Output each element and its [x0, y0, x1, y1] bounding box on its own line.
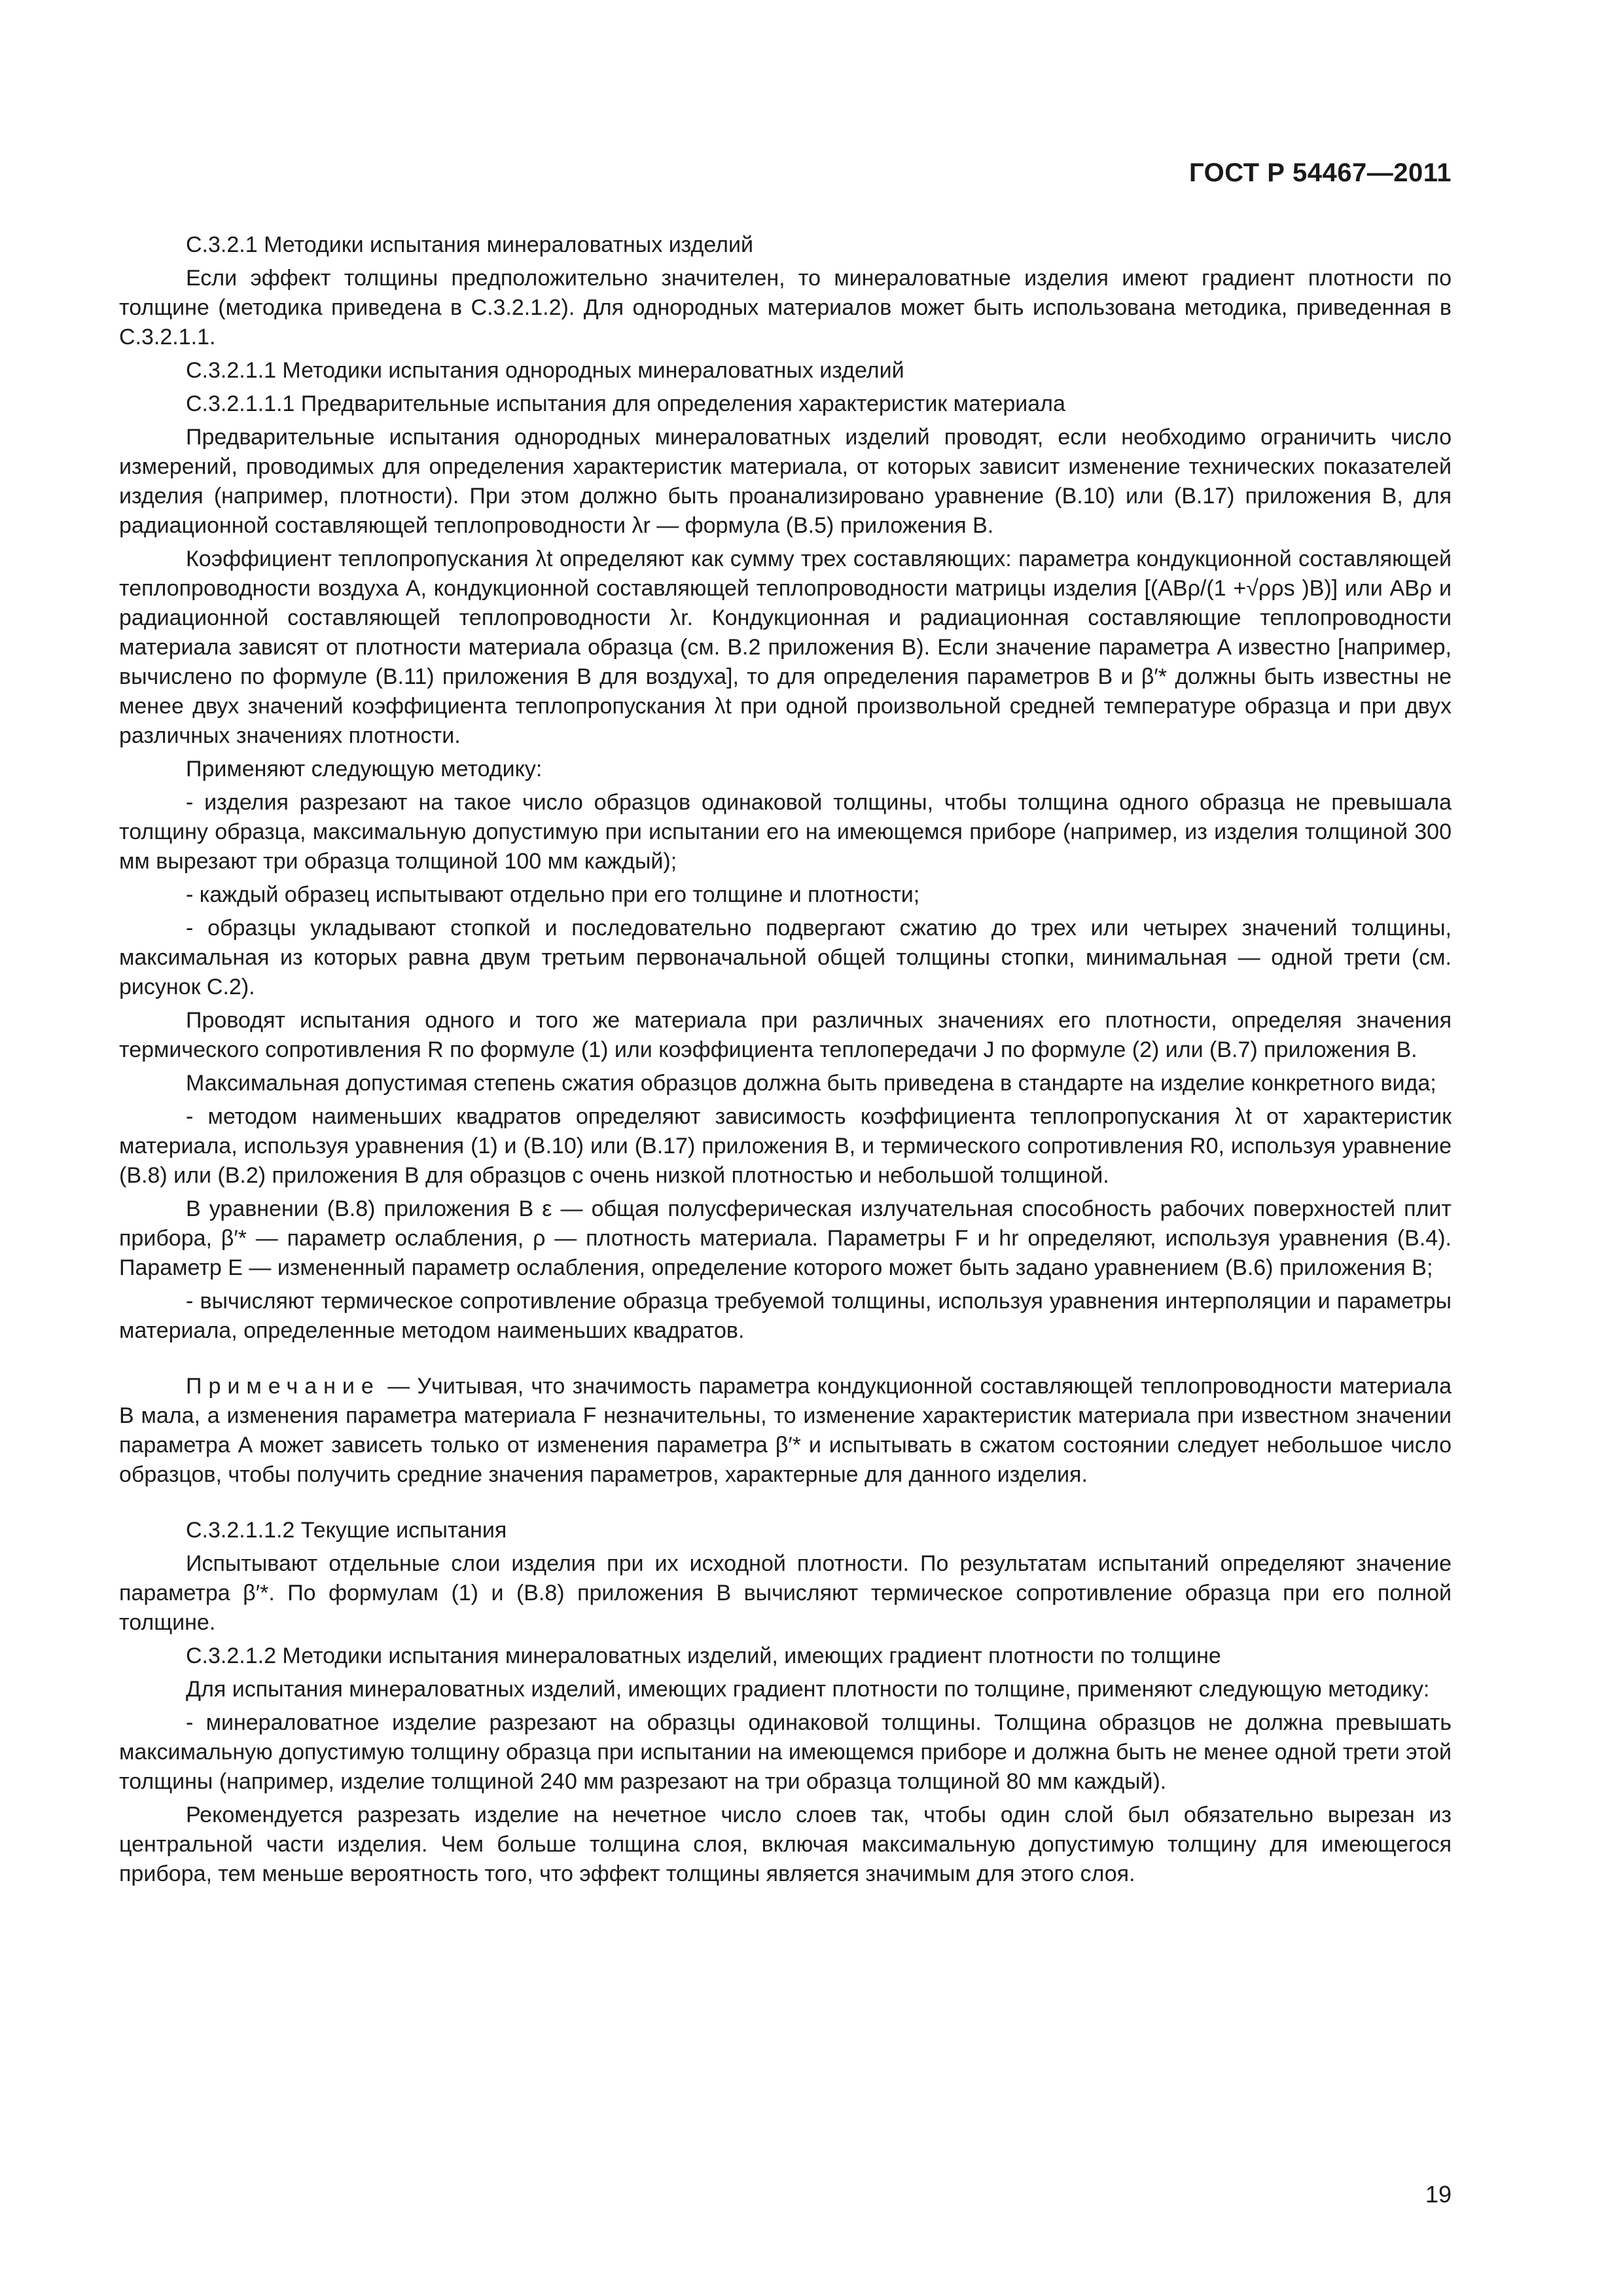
- document-body: [119, 230, 1452, 1893]
- paragraph: В уравнении (В.8) приложения В ε — общая полусферическая излучательная способность рабочих поверхностей плит прибора, β′* — параметр ослабления, ρ — плотность материала. Параметры F и hr определяют, используя уравнения (В.4). Параметр E — измененный параметр ослабления, определение которого может быть задано уравнением (В.6) приложения В;: [119, 1196, 1452, 1280]
- section-heading-c3-2-1: С.3.2.1 Методики испытания минераловатных изделий: [186, 232, 753, 257]
- section-heading-c3-2-1-1-1: С.3.2.1.1.1 Предварительные испытания для определения характеристик материала: [186, 391, 1065, 416]
- paragraph: Рекомендуется разрезать изделие на нечетное число слоев так, чтобы один слой был обязательно вырезан из центральной части изделия. Чем больше толщина слоя, включая максимальную допустимую толщину для имеющегося прибора, тем меньше вероятность того, что эффект толщины является значимым для этого слоя.: [119, 1803, 1452, 1886]
- list-item: - изделия разрезают на такое число образцов одинаковой толщины, чтобы толщина одного образца не превышала толщину образца, максимальную допустимую при испытании его на имеющемся приборе (например, из изделия толщиной 300 мм вырезают три образца толщиной 100 мм каждый);: [119, 790, 1452, 874]
- list-item: - методом наименьших квадратов определяют зависимость коэффициента теплопропускания λt от характеристик материала, используя уравнения (1) и (В.10) или (В.17) приложения В, и термического сопротивления R0, используя уравнение (В.8) или (В.2) приложения В для образцов с очень низкой плотностью и небольшой толщиной.: [119, 1104, 1452, 1188]
- list-item: - вычисляют термическое сопротивление образца требуемой толщины, используя уравнения интерполяции и параметры материала, определенные методом наименьших квадратов.: [119, 1289, 1452, 1343]
- list-item: - образцы укладывают стопкой и последовательно подвергают сжатию до трех или четырех значений толщины, максимальная из которых равна двум третьим первоначальной общей толщины стопки, минимальная — одной трети (см. рисунок С.2).: [119, 916, 1452, 999]
- document-header: ГОСТ Р 54467—2011: [1189, 158, 1452, 187]
- section-heading-c3-2-1-2: С.3.2.1.2 Методики испытания минераловатных изделий, имеющих градиент плотности по толщине: [186, 1643, 1221, 1668]
- paragraph: Для испытания минераловатных изделий, имеющих градиент плотности по толщине, применяют следующую методику:: [186, 1677, 1430, 1702]
- paragraph: Если эффект толщины предположительно значителен, то минераловатные изделия имеют градиент плотности по толщине (методика приведена в С.3.2.1.2). Для однородных материалов может быть использована методика, приведенная в С.3.2.1.1.: [119, 266, 1452, 350]
- section-heading-c3-2-1-1-2: С.3.2.1.1.2 Текущие испытания: [186, 1518, 507, 1543]
- section-heading-c3-2-1-1: С.3.2.1.1 Методики испытания однородных минераловатных изделий: [186, 358, 904, 383]
- paragraph: Испытывают отдельные слои изделия при их исходной плотности. По результатам испытаний определяют значение параметра β′*. По формулам (1) и (В.8) приложения В вычисляют термическое сопротивление образца при его полной толщине.: [119, 1551, 1452, 1635]
- list-item: - минераловатное изделие разрезают на образцы одинаковой толщины. Толщина образцов не должна превышать максимальную допустимую толщину образца при испытании на имеющемся приборе и должна быть не менее одной трети этой толщины (например, изделие толщиной 240 мм разрезают на три образца толщиной 80 мм каждый).: [119, 1710, 1452, 1794]
- note-paragraph: [119, 1372, 1452, 1490]
- page-number: 19: [1425, 2181, 1452, 2208]
- list-item: - каждый образец испытывают отдельно при его толщине и плотности;: [186, 882, 920, 907]
- paragraph: Проводят испытания одного и того же материала при различных значениях его плотности, определяя значения термического сопротивления R по формуле (1) или коэффициента теплопередачи J по формуле (2) или (В.7) приложения В.: [119, 1008, 1452, 1062]
- note-label: Примечание: [186, 1374, 380, 1399]
- note-text: — Учитывая, что значимость параметра кондукционной составляющей теплопроводности материала B мала, а изменения параметра материала F незначительны, то изменение характеристик материала при известном значении параметра A может зависеть только от изменения параметра β′* и испытывать в сжатом состоянии следует небольшое число образцов, чтобы получить средние значения параметров, характерные для данного изделия.: [119, 1374, 1452, 1487]
- paragraph: Применяют следующую методику:: [186, 757, 543, 781]
- paragraph: Коэффициент теплопропускания λt определяют как сумму трех составляющих: параметра кондукционной составляющей теплопроводности воздуха A, кондукционной составляющей теплопроводности матрицы изделия [(ABρ/(1 +√ρρs )B)] или ABρ и радиационной составляющей теплопроводности λr. Кондукционная и радиационная составляющие теплопроводности материала зависят от плотности материала образца (см. В.2 приложения В). Если значение параметра A известно [например, вычислено по формуле (В.11) приложения В для воздуха], то для определения параметров B и β′* должны быть известны не менее двух значений коэффициента теплопропускания λt при одной произвольной средней температуре образца и при двух различных значениях плотности.: [119, 547, 1452, 748]
- paragraph: Предварительные испытания однородных минераловатных изделий проводят, если необходимо ограничить число измерений, проводимых для определения характеристик материала, от которых зависит изменение технических показателей изделия (например, плотности). При этом должно быть проанализировано уравнение (В.10) или (В.17) приложения В, для радиационной составляющей теплопроводности λr — формула (В.5) приложения В.: [119, 425, 1452, 538]
- paragraph: Максимальная допустимая степень сжатия образцов должна быть приведена в стандарте на изделие конкретного вида;: [186, 1071, 1436, 1096]
